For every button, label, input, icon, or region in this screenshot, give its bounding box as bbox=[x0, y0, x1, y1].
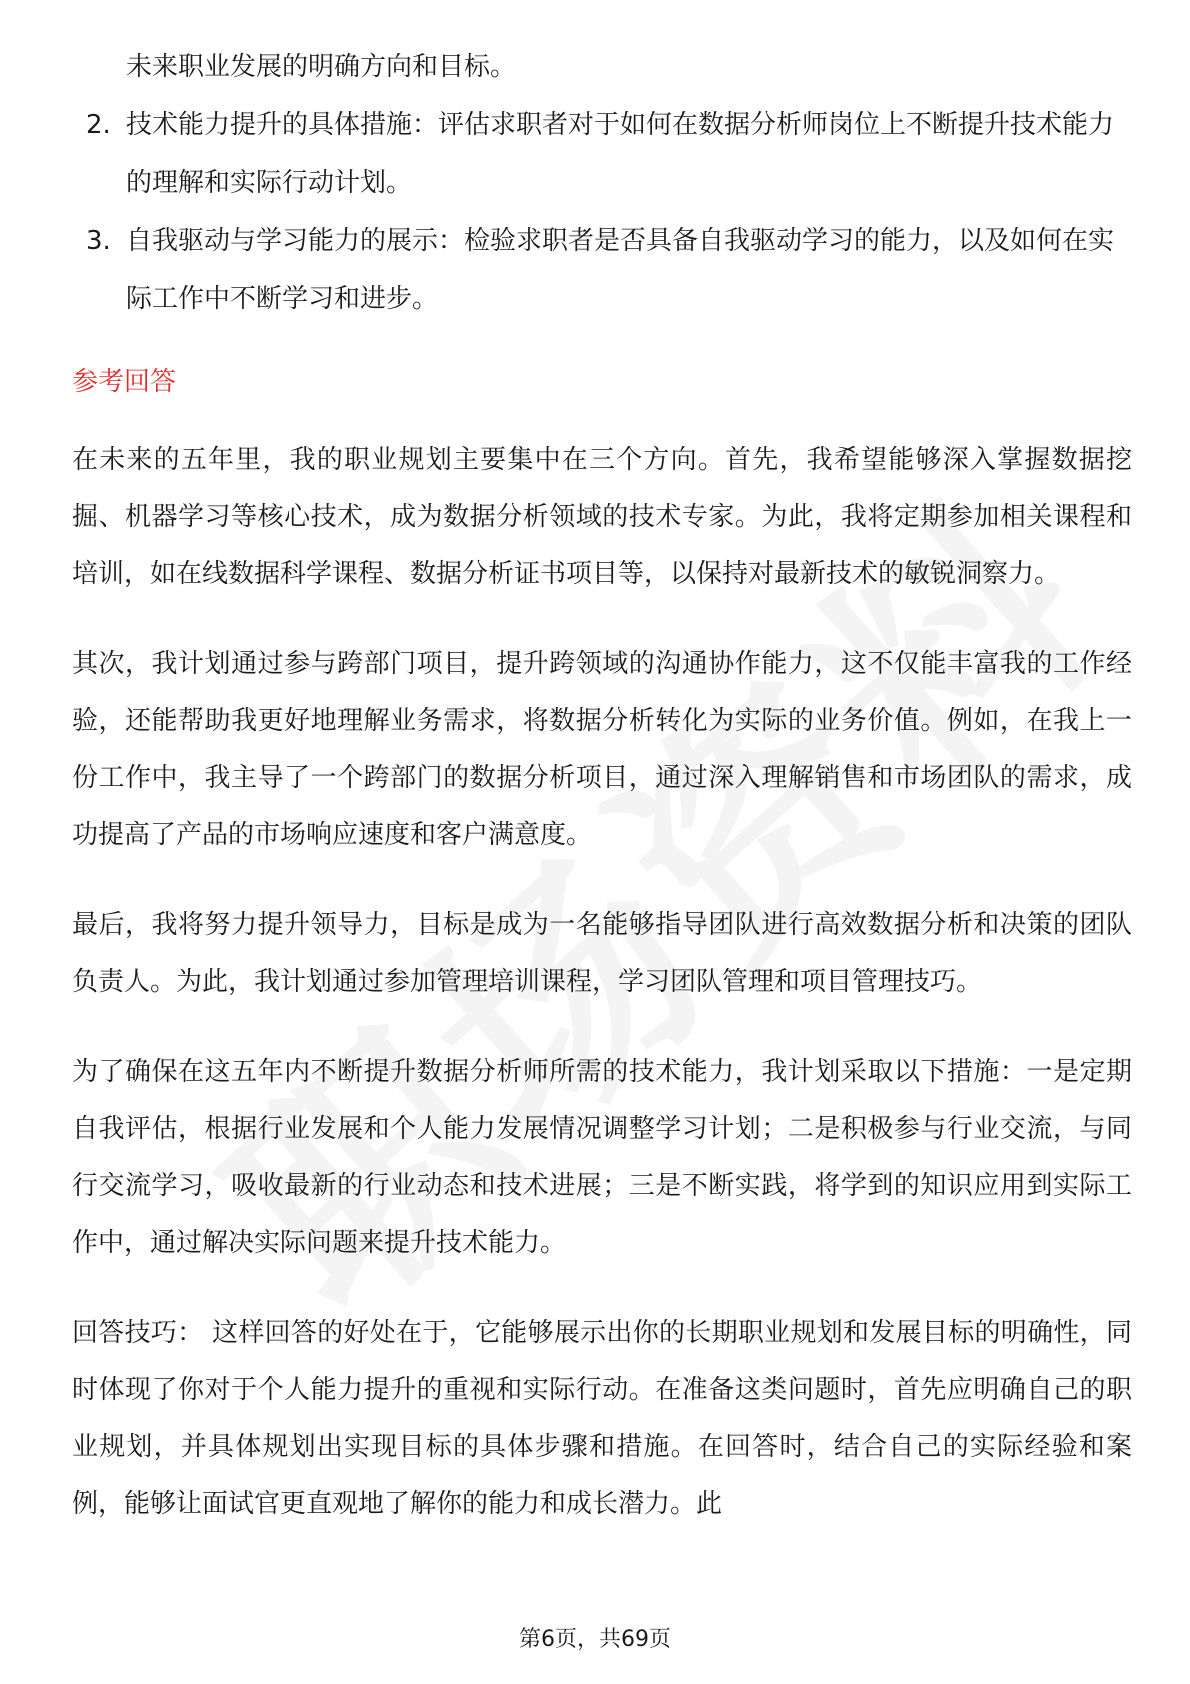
paragraph: 最后，我将努力提升领导力，目标是成为一名能够指导团队进行高效数据分析和决策的团队负责人。为此，我计划通过参加管理培训课程，学习团队管理和项目管理技巧。 bbox=[72, 910, 1132, 997]
list-item-text: 技术能力提升的具体措施：评估求职者对于如何在数据分析师岗位上不断提升技术能力的理解和实际行动计划。 bbox=[126, 110, 1115, 198]
tips-paragraph bbox=[72, 1305, 1132, 1533]
page-number: 第6页，共69页 bbox=[519, 1627, 671, 1652]
section-heading: 参考回答 bbox=[72, 367, 177, 397]
list-item-text: 自我驱动与学习能力的展示：检验求职者是否具备自我驱动学习的能力，以及如何在实际工作中不断学习和进步。 bbox=[126, 226, 1115, 314]
paragraph: 在未来的五年里，我的职业规划主要集中在三个方向。首先，我希望能够深入掌握数据挖掘、机器学习等核心技术，成为数据分析领域的技术专家。为此，我将定期参加相关课程和培训，如在线数据科学课程、数据分析证书项目等，以保持对最新技术的敏锐洞察力。 bbox=[72, 445, 1132, 589]
tips-text: 这样回答的好处在于，它能够展示出你的长期职业规划和发展目标的明确性，同时体现了你对于个人能力提升的重视和实际行动。在准备这类问题时，首先应明确自己的职业规划，并具体规划出实现目标的具体步骤和措施。在回答时，结合自己的实际经验和案例，能够让面试官更直观地了解你的能力和成长潜力。此 bbox=[72, 1318, 1132, 1519]
list-item-number: 2. bbox=[86, 110, 111, 140]
tips-label: 回答技巧： bbox=[72, 1318, 204, 1348]
list-item bbox=[72, 212, 1132, 328]
numbered-list bbox=[72, 96, 1132, 328]
list-item-number: 3. bbox=[86, 226, 111, 256]
paragraph: 其次，我计划通过参与跨部门项目，提升跨领域的沟通协作能力，这不仅能丰富我的工作经验，还能帮助我更好地理解业务需求，将数据分析转化为实际的业务价值。例如，在我上一份工作中，我主导了一个跨部门的数据分析项目，通过深入理解销售和市场团队的需求，成功提高了产品的市场响应速度和客户满意度。 bbox=[72, 649, 1132, 850]
list-item bbox=[72, 96, 1132, 212]
page-content bbox=[72, 38, 1132, 1566]
list-item-continuation: 未来职业发展的明确方向和目标。 bbox=[126, 52, 517, 82]
paragraph: 为了确保在这五年内不断提升数据分析师所需的技术能力，我计划采取以下措施：一是定期自我评估，根据行业发展和个人能力发展情况调整学习计划；二是积极参与行业交流，与同行交流学习，吸收最新的行业动态和技术进展；三是不断实践，将学到的知识应用到实际工作中，通过解决实际问题来提升技术能力。 bbox=[72, 1057, 1132, 1258]
